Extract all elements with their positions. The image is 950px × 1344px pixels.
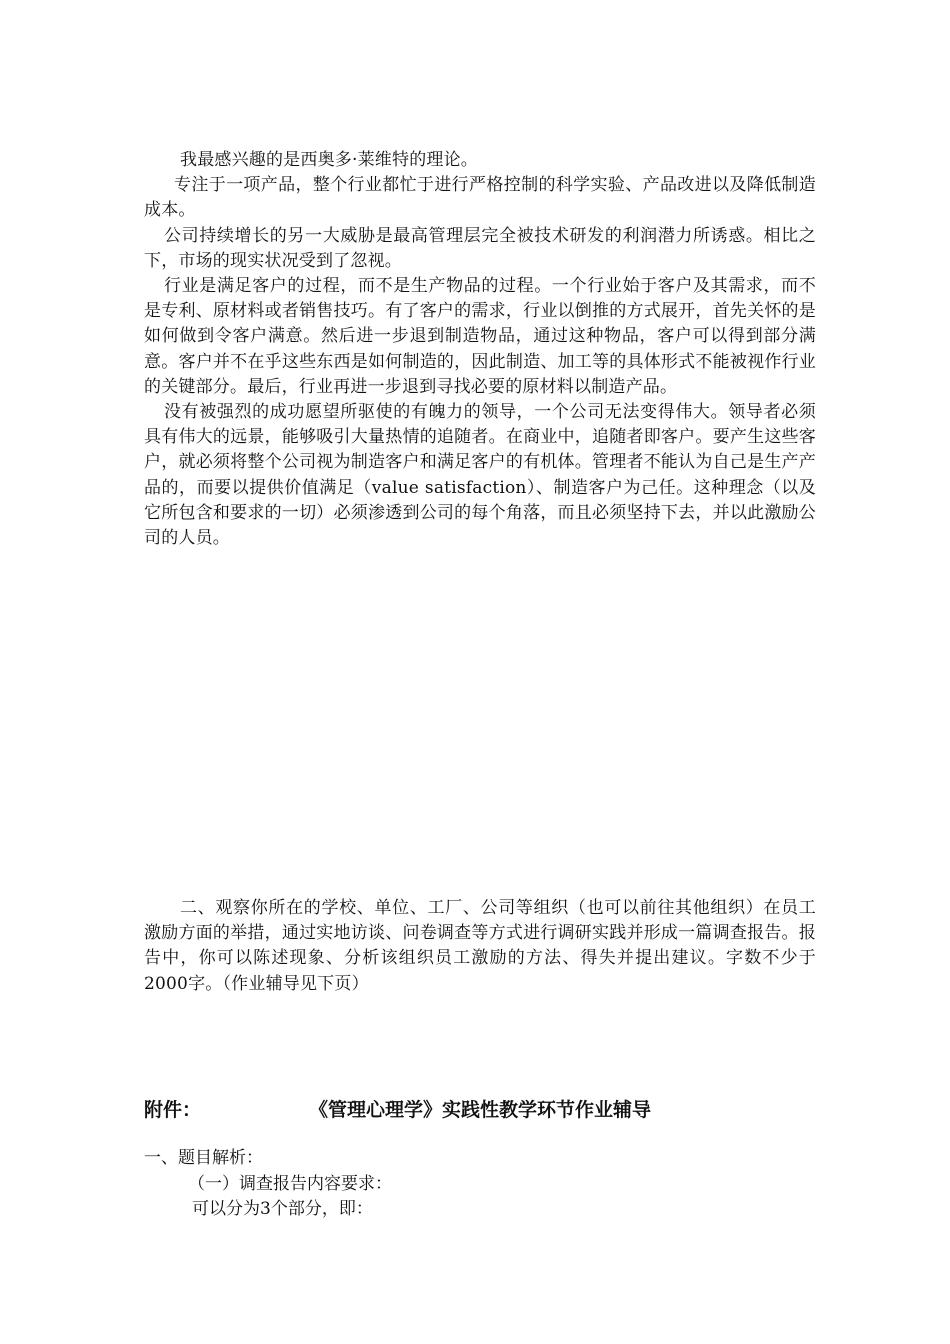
intro-paragraph-1: 我最感兴趣的是西奥多·莱维特的理论。 xyxy=(180,150,479,170)
assignment-paragraph: 二、观察你所在的学校、单位、工厂、公司等组织（也可以前往其他组织）在员工激励方面的举措，通过实地访谈、问卷调查等方式进行调研实践并形成一篇调查报告。报告中，你可以陈述现象、分析该组织员工激励的方法、得失并提出建议。字数不少于2000字。（作业辅导见下页） xyxy=(144,898,816,994)
appendix-outline xyxy=(144,1146,816,1223)
section-heading-1: 一、题目解析： xyxy=(144,1148,263,1168)
intro-section xyxy=(144,148,816,551)
assignment-section xyxy=(144,896,816,997)
intro-paragraph-2: 专注于一项产品，整个行业都忙于进行严格控制的科学实验、产品改进以及降低制造成本。 xyxy=(144,175,816,221)
appendix-title: 《管理心理学》实践性教学环节作业辅导 xyxy=(309,1099,652,1121)
appendix-label: 附件： xyxy=(144,1099,202,1121)
intro-paragraph-4: 行业是满足客户的过程，而不是生产物品的过程。一个行业始于客户及其需求，而不是专利、原材料或者销售技巧。有了客户的需求，行业以倒推的方式展开，首先关怀的是如何做到令客户满意。然后进一步退到制造物品，通过这种物品，客户可以得到部分满意。客户并不在乎这些东西是如何制造的，因此制造、加工等的具体形式不能被视作行业的关键部分。最后，行业再进一步退到寻找必要的原材料以制造产品。 xyxy=(144,276,816,397)
intro-paragraph-5: 没有被强烈的成功愿望所驱使的有魄力的领导，一个公司无法变得伟大。领导者必须具有伟大的远景，能够吸引大量热情的追随者。在商业中，追随者即客户。要产生这些客户，就必须将整个公司视为制造客户和满足客户的有机体。管理者不能认为自己是生产产品的，而要以提供价值满足（value satisfaction）、制造客户为己任。这种理念（以及它所包含和要求的一切）必须渗透到公司的每个角落，而且必须坚持下去，并以此激励公司的人员。 xyxy=(144,402,816,549)
subsection-heading-1: （一）调查报告内容要求： xyxy=(188,1173,392,1194)
outline-line-1: 可以分为3个部分，即： xyxy=(192,1199,373,1219)
intro-paragraph-3: 公司持续增长的另一大威胁是最高管理层完全被技术研发的利润潜力所诱惑。相比之下，市场的现实状况受到了忽视。 xyxy=(144,225,816,271)
